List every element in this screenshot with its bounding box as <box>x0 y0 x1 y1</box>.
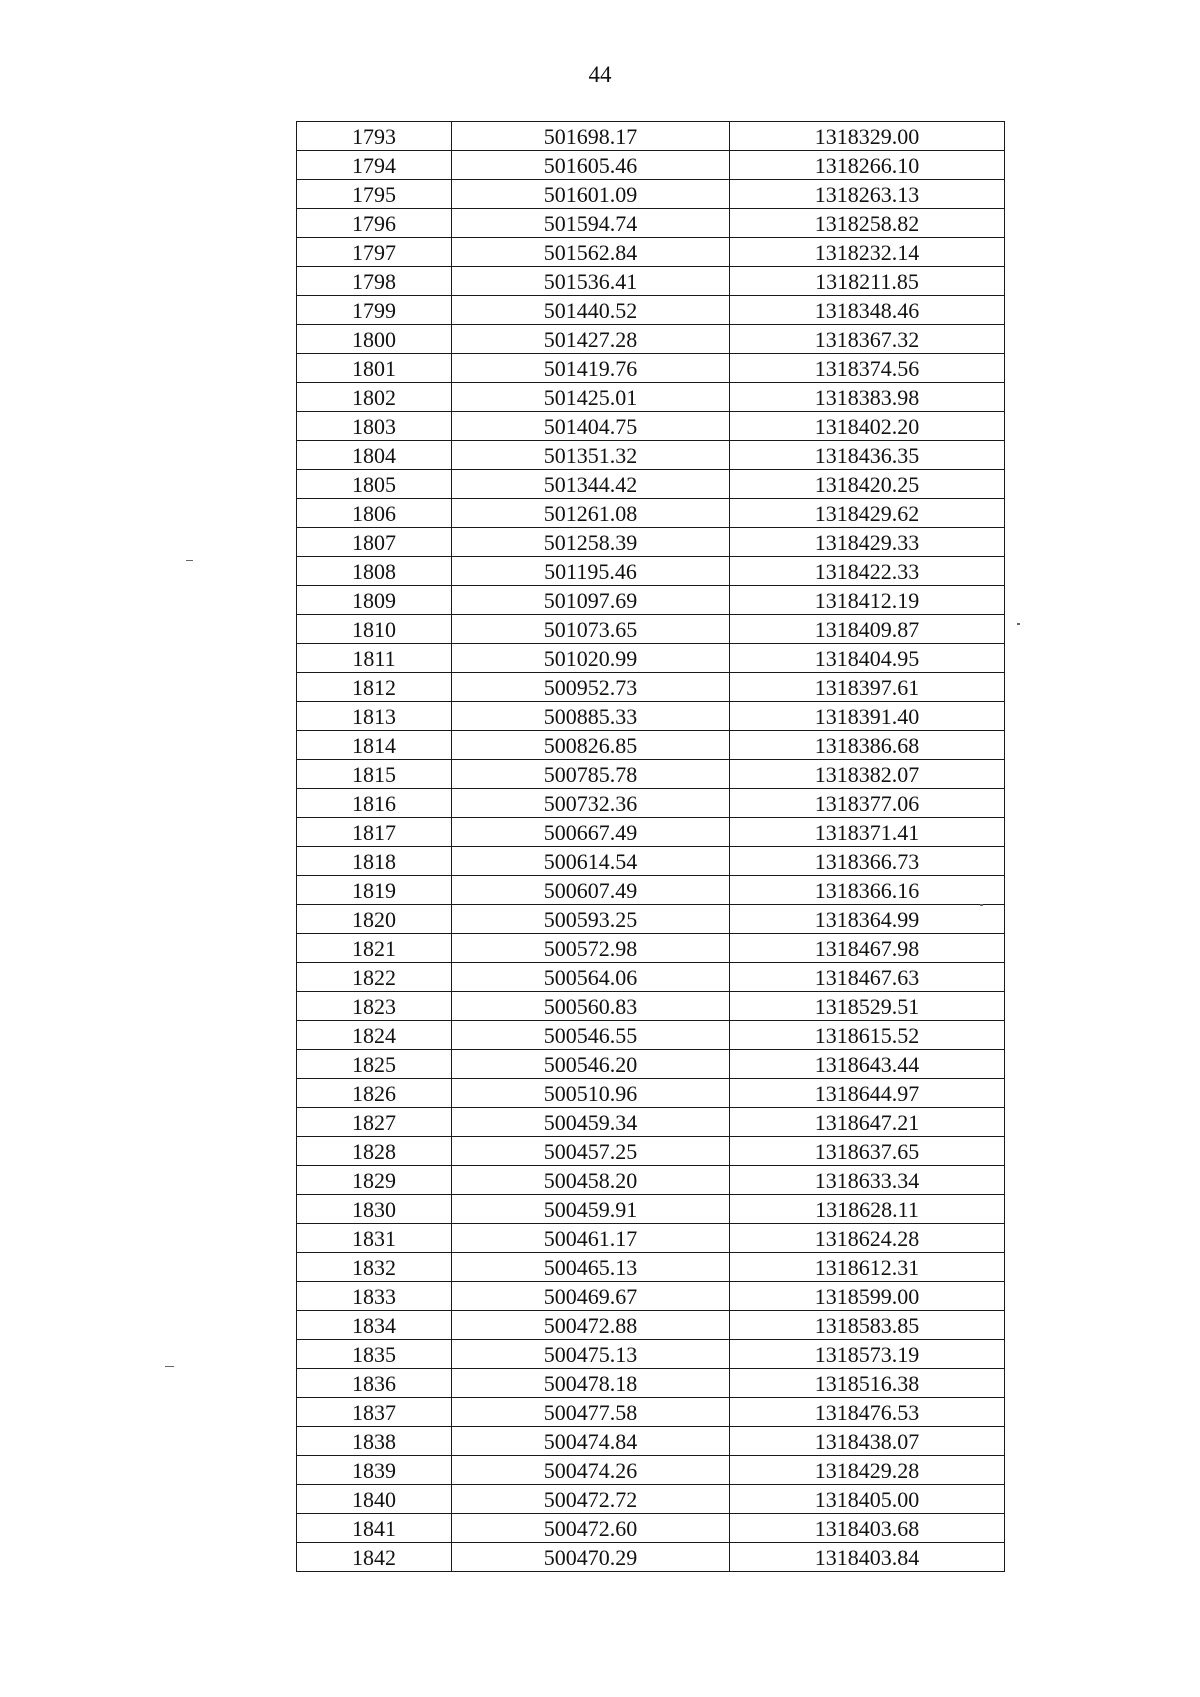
y-coordinate-cell: 1318329.00 <box>730 122 1005 151</box>
y-coordinate-cell: 1318377.06 <box>730 789 1005 818</box>
point-number-cell: 1823 <box>297 992 452 1021</box>
point-number-cell: 1809 <box>297 586 452 615</box>
x-coordinate-cell: 500461.17 <box>452 1224 730 1253</box>
table-row <box>297 557 1005 586</box>
x-coordinate-cell: 501562.84 <box>452 238 730 267</box>
table-row <box>297 905 1005 934</box>
table-row <box>297 702 1005 731</box>
y-coordinate-cell: 1318637.65 <box>730 1137 1005 1166</box>
point-number-cell: 1833 <box>297 1282 452 1311</box>
x-coordinate-cell: 500478.18 <box>452 1369 730 1398</box>
table-row <box>297 325 1005 354</box>
y-coordinate-cell: 1318382.07 <box>730 760 1005 789</box>
x-coordinate-cell: 500472.60 <box>452 1514 730 1543</box>
point-number-cell: 1834 <box>297 1311 452 1340</box>
table-row <box>297 267 1005 296</box>
point-number-cell: 1818 <box>297 847 452 876</box>
y-coordinate-cell: 1318643.44 <box>730 1050 1005 1079</box>
y-coordinate-cell: 1318516.38 <box>730 1369 1005 1398</box>
table-row <box>297 238 1005 267</box>
x-coordinate-cell: 500614.54 <box>452 847 730 876</box>
y-coordinate-cell: 1318628.11 <box>730 1195 1005 1224</box>
table-row <box>297 122 1005 151</box>
table-row <box>297 644 1005 673</box>
x-coordinate-cell: 501594.74 <box>452 209 730 238</box>
x-coordinate-cell: 500475.13 <box>452 1340 730 1369</box>
x-coordinate-cell: 501195.46 <box>452 557 730 586</box>
point-number-cell: 1793 <box>297 122 452 151</box>
y-coordinate-cell: 1318599.00 <box>730 1282 1005 1311</box>
x-coordinate-cell: 501601.09 <box>452 180 730 209</box>
point-number-cell: 1811 <box>297 644 452 673</box>
y-coordinate-cell: 1318573.19 <box>730 1340 1005 1369</box>
point-number-cell: 1822 <box>297 963 452 992</box>
point-number-cell: 1826 <box>297 1079 452 1108</box>
x-coordinate-cell: 500474.26 <box>452 1456 730 1485</box>
y-coordinate-cell: 1318529.51 <box>730 992 1005 1021</box>
point-number-cell: 1842 <box>297 1543 452 1572</box>
x-coordinate-cell: 500732.36 <box>452 789 730 818</box>
point-number-cell: 1807 <box>297 528 452 557</box>
x-coordinate-cell: 501020.99 <box>452 644 730 673</box>
x-coordinate-cell: 500607.49 <box>452 876 730 905</box>
point-number-cell: 1838 <box>297 1427 452 1456</box>
point-number-cell: 1808 <box>297 557 452 586</box>
point-number-cell: 1825 <box>297 1050 452 1079</box>
table-row <box>297 1195 1005 1224</box>
point-number-cell: 1835 <box>297 1340 452 1369</box>
point-number-cell: 1828 <box>297 1137 452 1166</box>
point-number-cell: 1796 <box>297 209 452 238</box>
point-number-cell: 1801 <box>297 354 452 383</box>
table-row <box>297 383 1005 412</box>
table-row <box>297 1543 1005 1572</box>
table-row <box>297 1282 1005 1311</box>
x-coordinate-cell: 500826.85 <box>452 731 730 760</box>
y-coordinate-cell: 1318624.28 <box>730 1224 1005 1253</box>
y-coordinate-cell: 1318438.07 <box>730 1427 1005 1456</box>
x-coordinate-cell: 500469.67 <box>452 1282 730 1311</box>
x-coordinate-cell: 500564.06 <box>452 963 730 992</box>
x-coordinate-cell: 501258.39 <box>452 528 730 557</box>
point-number-cell: 1827 <box>297 1108 452 1137</box>
point-number-cell: 1819 <box>297 876 452 905</box>
x-coordinate-cell: 501404.75 <box>452 412 730 441</box>
x-coordinate-cell: 500477.58 <box>452 1398 730 1427</box>
y-coordinate-cell: 1318402.20 <box>730 412 1005 441</box>
point-number-cell: 1813 <box>297 702 452 731</box>
point-number-cell: 1806 <box>297 499 452 528</box>
table-row <box>297 876 1005 905</box>
y-coordinate-cell: 1318266.10 <box>730 151 1005 180</box>
y-coordinate-cell: 1318348.46 <box>730 296 1005 325</box>
table-row <box>297 760 1005 789</box>
point-number-cell: 1798 <box>297 267 452 296</box>
point-number-cell: 1817 <box>297 818 452 847</box>
table-row <box>297 470 1005 499</box>
y-coordinate-cell: 1318403.68 <box>730 1514 1005 1543</box>
table-row <box>297 1253 1005 1282</box>
y-coordinate-cell: 1318263.13 <box>730 180 1005 209</box>
y-coordinate-cell: 1318404.95 <box>730 644 1005 673</box>
table-row <box>297 1485 1005 1514</box>
table-row <box>297 847 1005 876</box>
table-row <box>297 441 1005 470</box>
x-coordinate-cell: 501440.52 <box>452 296 730 325</box>
y-coordinate-cell: 1318374.56 <box>730 354 1005 383</box>
y-coordinate-cell: 1318405.00 <box>730 1485 1005 1514</box>
y-coordinate-cell: 1318366.73 <box>730 847 1005 876</box>
point-number-cell: 1841 <box>297 1514 452 1543</box>
point-number-cell: 1816 <box>297 789 452 818</box>
x-coordinate-cell: 500593.25 <box>452 905 730 934</box>
point-number-cell: 1832 <box>297 1253 452 1282</box>
x-coordinate-cell: 500667.49 <box>452 818 730 847</box>
x-coordinate-cell: 500952.73 <box>452 673 730 702</box>
point-number-cell: 1797 <box>297 238 452 267</box>
scan-speck <box>1017 623 1020 625</box>
table-row <box>297 615 1005 644</box>
x-coordinate-cell: 501419.76 <box>452 354 730 383</box>
table-row <box>297 992 1005 1021</box>
x-coordinate-cell: 500458.20 <box>452 1166 730 1195</box>
table-row <box>297 209 1005 238</box>
point-number-cell: 1829 <box>297 1166 452 1195</box>
x-coordinate-cell: 500546.55 <box>452 1021 730 1050</box>
y-coordinate-cell: 1318583.85 <box>730 1311 1005 1340</box>
table-row <box>297 1224 1005 1253</box>
y-coordinate-cell: 1318409.87 <box>730 615 1005 644</box>
y-coordinate-cell: 1318612.31 <box>730 1253 1005 1282</box>
point-number-cell: 1799 <box>297 296 452 325</box>
x-coordinate-cell: 501097.69 <box>452 586 730 615</box>
y-coordinate-cell: 1318429.28 <box>730 1456 1005 1485</box>
y-coordinate-cell: 1318383.98 <box>730 383 1005 412</box>
x-coordinate-cell: 501605.46 <box>452 151 730 180</box>
y-coordinate-cell: 1318364.99 <box>730 905 1005 934</box>
table-row <box>297 1398 1005 1427</box>
x-coordinate-cell: 501261.08 <box>452 499 730 528</box>
table-row <box>297 1021 1005 1050</box>
table-row <box>297 1427 1005 1456</box>
scan-speck <box>186 560 193 561</box>
table-row <box>297 412 1005 441</box>
x-coordinate-cell: 501536.41 <box>452 267 730 296</box>
table-row <box>297 354 1005 383</box>
point-number-cell: 1804 <box>297 441 452 470</box>
table-row <box>297 1340 1005 1369</box>
x-coordinate-cell: 500474.84 <box>452 1427 730 1456</box>
point-number-cell: 1800 <box>297 325 452 354</box>
table-row <box>297 1514 1005 1543</box>
table-row <box>297 1108 1005 1137</box>
table-row <box>297 789 1005 818</box>
point-number-cell: 1803 <box>297 412 452 441</box>
y-coordinate-cell: 1318467.63 <box>730 963 1005 992</box>
x-coordinate-cell: 500472.88 <box>452 1311 730 1340</box>
x-coordinate-cell: 501425.01 <box>452 383 730 412</box>
x-coordinate-cell: 500457.25 <box>452 1137 730 1166</box>
y-coordinate-cell: 1318412.19 <box>730 586 1005 615</box>
point-number-cell: 1794 <box>297 151 452 180</box>
point-number-cell: 1837 <box>297 1398 452 1427</box>
table-row <box>297 1079 1005 1108</box>
x-coordinate-cell: 500885.33 <box>452 702 730 731</box>
table-row <box>297 1137 1005 1166</box>
point-number-cell: 1821 <box>297 934 452 963</box>
table-row <box>297 934 1005 963</box>
point-number-cell: 1815 <box>297 760 452 789</box>
scan-speck <box>980 904 983 906</box>
x-coordinate-cell: 501344.42 <box>452 470 730 499</box>
table-row <box>297 296 1005 325</box>
table-row <box>297 1369 1005 1398</box>
y-coordinate-cell: 1318476.53 <box>730 1398 1005 1427</box>
y-coordinate-cell: 1318429.33 <box>730 528 1005 557</box>
point-number-cell: 1812 <box>297 673 452 702</box>
y-coordinate-cell: 1318232.14 <box>730 238 1005 267</box>
y-coordinate-cell: 1318422.33 <box>730 557 1005 586</box>
x-coordinate-cell: 500472.72 <box>452 1485 730 1514</box>
y-coordinate-cell: 1318366.16 <box>730 876 1005 905</box>
y-coordinate-cell: 1318436.35 <box>730 441 1005 470</box>
y-coordinate-cell: 1318386.68 <box>730 731 1005 760</box>
y-coordinate-cell: 1318211.85 <box>730 267 1005 296</box>
point-number-cell: 1802 <box>297 383 452 412</box>
table-row <box>297 499 1005 528</box>
point-number-cell: 1836 <box>297 1369 452 1398</box>
table-row <box>297 1166 1005 1195</box>
y-coordinate-cell: 1318429.62 <box>730 499 1005 528</box>
table-row <box>297 1050 1005 1079</box>
y-coordinate-cell: 1318371.41 <box>730 818 1005 847</box>
x-coordinate-cell: 500572.98 <box>452 934 730 963</box>
x-coordinate-cell: 500546.20 <box>452 1050 730 1079</box>
table-row <box>297 1311 1005 1340</box>
coordinates-table-body <box>297 122 1005 1572</box>
table-row <box>297 180 1005 209</box>
x-coordinate-cell: 500470.29 <box>452 1543 730 1572</box>
table-row <box>297 586 1005 615</box>
x-coordinate-cell: 501073.65 <box>452 615 730 644</box>
table-row <box>297 1456 1005 1485</box>
y-coordinate-cell: 1318367.32 <box>730 325 1005 354</box>
point-number-cell: 1820 <box>297 905 452 934</box>
x-coordinate-cell: 500785.78 <box>452 760 730 789</box>
table-row <box>297 673 1005 702</box>
point-number-cell: 1814 <box>297 731 452 760</box>
x-coordinate-cell: 500560.83 <box>452 992 730 1021</box>
x-coordinate-cell: 501427.28 <box>452 325 730 354</box>
point-number-cell: 1840 <box>297 1485 452 1514</box>
table-row <box>297 818 1005 847</box>
table-row <box>297 151 1005 180</box>
table-row <box>297 528 1005 557</box>
point-number-cell: 1824 <box>297 1021 452 1050</box>
y-coordinate-cell: 1318633.34 <box>730 1166 1005 1195</box>
y-coordinate-cell: 1318647.21 <box>730 1108 1005 1137</box>
x-coordinate-cell: 500465.13 <box>452 1253 730 1282</box>
y-coordinate-cell: 1318644.97 <box>730 1079 1005 1108</box>
point-number-cell: 1830 <box>297 1195 452 1224</box>
coordinates-table <box>296 121 1005 1572</box>
table-row <box>297 731 1005 760</box>
page-number: 44 <box>588 62 612 87</box>
point-number-cell: 1839 <box>297 1456 452 1485</box>
table-row <box>297 963 1005 992</box>
point-number-cell: 1805 <box>297 470 452 499</box>
scan-speck <box>165 1366 174 1367</box>
x-coordinate-cell: 501351.32 <box>452 441 730 470</box>
point-number-cell: 1810 <box>297 615 452 644</box>
y-coordinate-cell: 1318615.52 <box>730 1021 1005 1050</box>
x-coordinate-cell: 501698.17 <box>452 122 730 151</box>
x-coordinate-cell: 500459.34 <box>452 1108 730 1137</box>
y-coordinate-cell: 1318397.61 <box>730 673 1005 702</box>
y-coordinate-cell: 1318467.98 <box>730 934 1005 963</box>
point-number-cell: 1831 <box>297 1224 452 1253</box>
point-number-cell: 1795 <box>297 180 452 209</box>
y-coordinate-cell: 1318420.25 <box>730 470 1005 499</box>
x-coordinate-cell: 500510.96 <box>452 1079 730 1108</box>
x-coordinate-cell: 500459.91 <box>452 1195 730 1224</box>
y-coordinate-cell: 1318403.84 <box>730 1543 1005 1572</box>
y-coordinate-cell: 1318391.40 <box>730 702 1005 731</box>
y-coordinate-cell: 1318258.82 <box>730 209 1005 238</box>
